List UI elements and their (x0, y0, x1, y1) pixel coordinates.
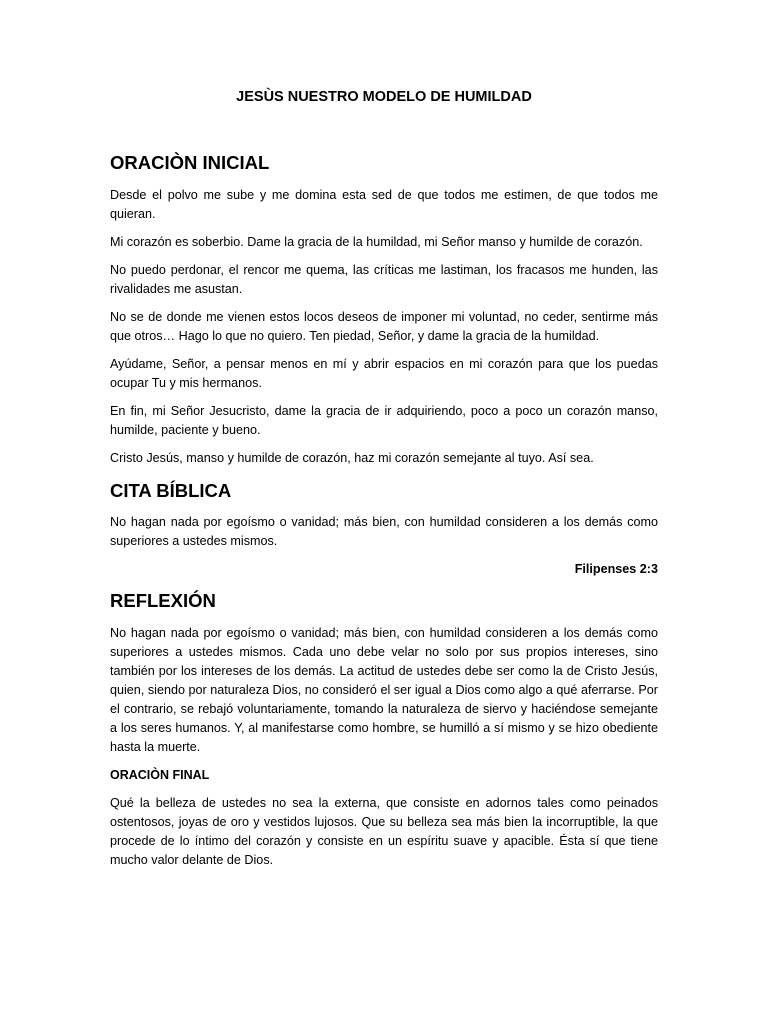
oracion-inicial-paragraph: En fin, mi Señor Jesucristo, dame la gracia de ir adquiriendo, poco a poco un corazón manso, humilde, paciente y bueno. (110, 404, 658, 437)
oracion-inicial-paragraph: No se de donde me vienen estos locos deseos de imponer mi voluntad, no ceder, sentirme más que otros… Hago lo que no quiero. Ten piedad, Señor, y dame la gracia de la humildad. (110, 310, 658, 343)
oracion-inicial-body (110, 186, 658, 468)
document-title: JESÙS NUESTRO MODELO DE HUMILDAD (236, 89, 532, 105)
cita-biblica-reference: Filipenses 2:3 (574, 562, 658, 576)
section-heading-oracion-final: ORACIÒN FINAL (110, 768, 210, 782)
reflexion-body (110, 624, 658, 757)
oracion-final-body (110, 794, 658, 870)
oracion-inicial-paragraph: Desde el polvo me sube y me domina esta sed de que todos me estimen, de que todos me quieran. (110, 188, 658, 221)
section-heading-cita-biblica: CITA BÍBLICA (110, 480, 232, 501)
oracion-inicial-paragraph: No puedo perdonar, el rencor me quema, las críticas me lastiman, los fracasos me hunden, las rivalidades me asustan. (110, 263, 658, 296)
document-page (110, 86, 658, 870)
section-heading-reflexion: REFLEXIÓN (110, 590, 216, 611)
cita-biblica-body (110, 513, 658, 579)
oracion-inicial-paragraph: Ayúdame, Señor, a pensar menos en mí y abrir espacios en mi corazón para que los puedas ocupar Tu y mis hermanos. (110, 357, 658, 390)
oracion-inicial-paragraph: Mi corazón es soberbio. Dame la gracia de la humildad, mi Señor manso y humilde de corazón. (110, 235, 643, 249)
cita-biblica-text: No hagan nada por egoísmo o vanidad; más bien, con humildad consideren a los demás como superiores a ustedes mismos. (110, 515, 658, 548)
reflexion-text: No hagan nada por egoísmo o vanidad; más bien, con humildad consideren a los demás como superiores a ustedes mismos. Cada uno debe velar no solo por sus propios intereses, sino también por los intereses de los demás. La actitud de ustedes debe ser como la de Cristo Jesús, quien, siendo por naturaleza Dios, no consideró el ser igual a Dios como algo a qué aferrarse. Por el contrario, se rebajó voluntariamente, tomando la naturaleza de siervo y haciéndose semejante a los seres humanos. Y, al manifestarse como hombre, se humilló a sí mismo y se hizo obediente hasta la muerte. (110, 626, 658, 754)
section-heading-oracion-inicial: ORACIÒN INICIAL (110, 152, 270, 173)
oracion-inicial-paragraph: Cristo Jesús, manso y humilde de corazón, haz mi corazón semejante al tuyo. Así sea. (110, 451, 594, 465)
oracion-final-text: Qué la belleza de ustedes no sea la externa, que consiste en adornos tales como peinados ostentosos, joyas de oro y vestidos lujosos. Que su belleza sea más bien la incorruptible, la que procede de lo íntimo del corazón y consiste en un espíritu suave y apacible. Ésta sí que tiene mucho valor delante de Dios. (110, 796, 658, 867)
